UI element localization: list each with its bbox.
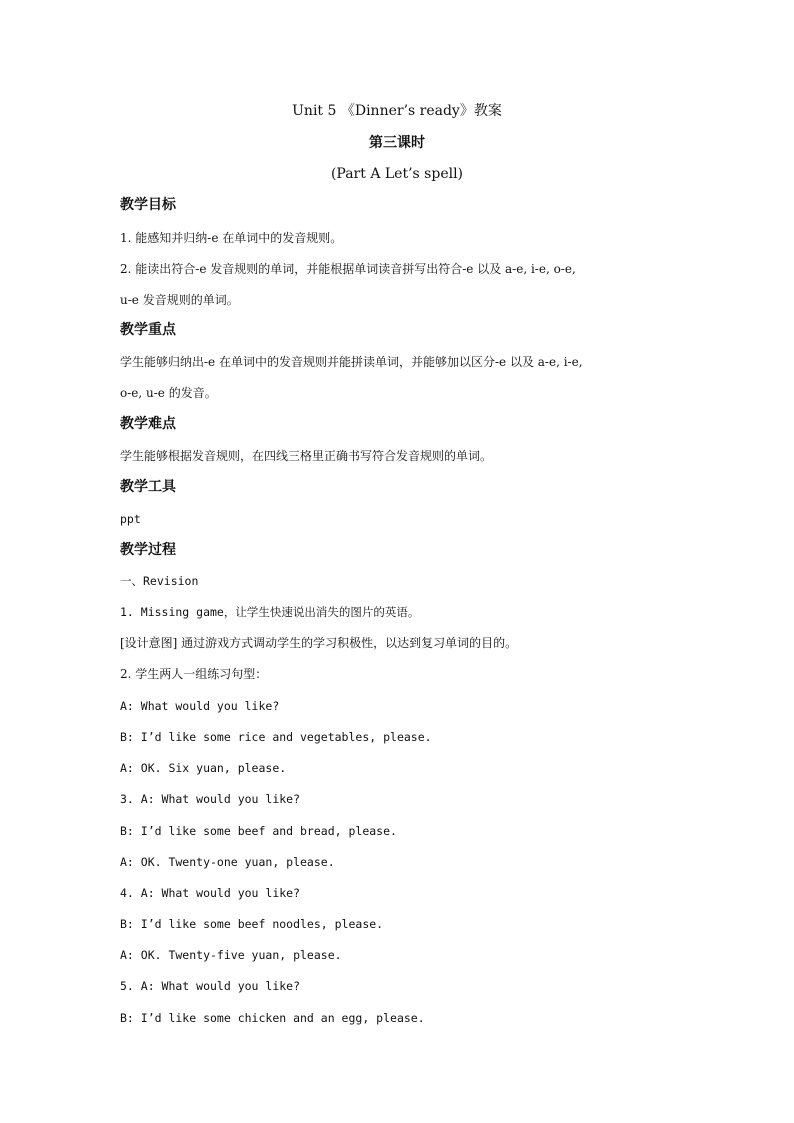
process-line: 2. 学生两人一组练习句型： — [120, 667, 268, 681]
process-line: 1. Missing game，让学生快速说出消失的图片的英语。 — [120, 605, 420, 619]
process-line: A: What would you like? — [120, 699, 280, 713]
lesson-label: 第三课时 — [369, 135, 425, 151]
tools-heading: 教学工具 — [120, 479, 176, 495]
process-line: B: I’d like some beef noodles, please. — [120, 917, 384, 931]
process-line: B: I’d like some rice and vegetables, please. — [120, 730, 432, 744]
process-line: A: OK. Six yuan, please. — [120, 761, 287, 775]
objective-line: u-e 发音规则的单词。 — [120, 293, 239, 307]
process-line: [设计意图] 通过游戏方式调动学生的学习积极性，以达到复习单词的目的。 — [120, 636, 518, 650]
objectives-heading: 教学目标 — [120, 197, 176, 213]
objective-line: 1. 能感知并归纳-e 在单词中的发音规则。 — [120, 231, 343, 245]
process-line: 3. A: What would you like? — [120, 792, 301, 806]
difficulty-line: 学生能够根据发音规则，在四线三格里正确书写符合发音规则的单词。 — [120, 449, 493, 463]
process-line: 5. A: What would you like? — [120, 979, 301, 993]
process-line: B: I’d like some beef and bread, please. — [120, 824, 397, 838]
objective-line: 2. 能读出符合-e 发音规则的单词，并能根据单词读音拼写出符合-e 以及 a-e, i-e, o-e, — [120, 262, 576, 276]
process-heading: 教学过程 — [120, 542, 176, 558]
process-line: B: I’d like some chicken and an egg, please. — [120, 1011, 425, 1025]
process-line: 一、Revision — [120, 574, 199, 588]
key-point-line: o-e, u-e 的发音。 — [120, 386, 217, 400]
document-title: Unit 5 《Dinner’s ready》教案 — [292, 103, 502, 119]
tool-line: ppt — [120, 512, 141, 526]
key-point-line: 学生能够归纳出-e 在单词中的发音规则并能拼读单词，并能够加以区分-e 以及 a-e, i-e, — [120, 355, 583, 369]
process-line: A: OK. Twenty-one yuan, please. — [120, 855, 335, 869]
process-line: A: OK. Twenty-five yuan, please. — [120, 948, 342, 962]
part-label: (Part A Let’s spell) — [330, 166, 464, 182]
key-points-heading: 教学重点 — [120, 322, 176, 338]
process-line: 4. A: What would you like? — [120, 886, 301, 900]
difficulties-heading: 教学难点 — [120, 416, 176, 432]
